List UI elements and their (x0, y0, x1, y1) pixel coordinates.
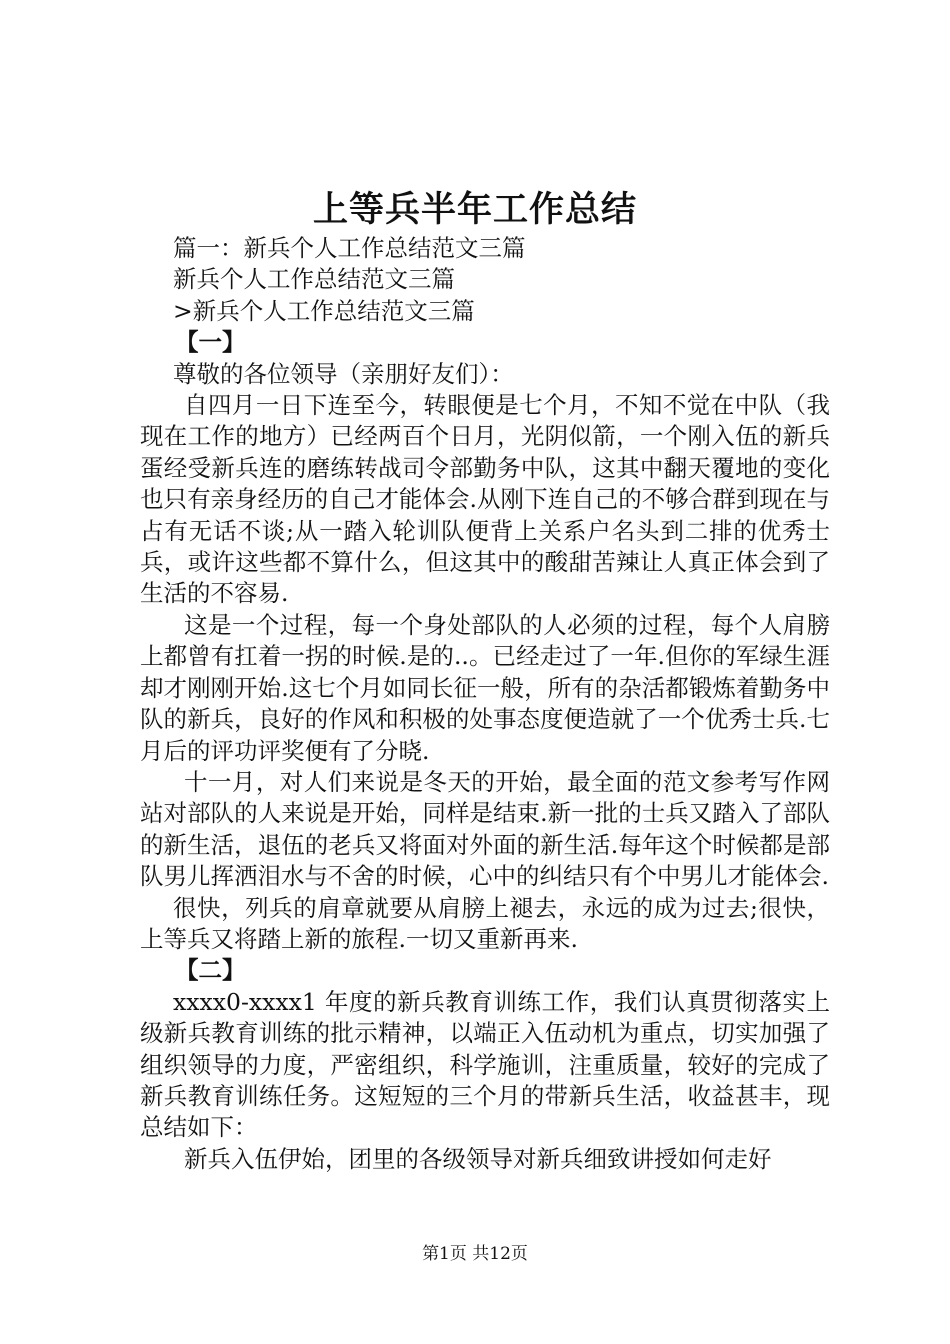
document-body (140, 233, 830, 1175)
paragraph-1: 自四月一日下连至今，转眼便是七个月，不知不觉在中队（我现在工作的地方）已经两百个日月，光阴似箭，一个刚入伍的新兵蛋经受新兵连的磨练转战司令部勤务中队，这其中翻天覆地的变化也只有亲身经历的自己才能体会.从刚下连自己的不够合群到现在与占有无话不谈;从一踏入轮训队便背上关系户名头到二排的优秀士兵，或许这些都不算什么，但这其中的酸甜苦辣让人真正体会到了生活的不容易. (140, 391, 830, 608)
page-footer: 第1页 共12页 (422, 1244, 528, 1264)
heading-line-3: >新兵个人工作总结范文三篇 (173, 296, 475, 325)
section-marker-1: 【一】 (175, 328, 246, 357)
section-marker-2: 【二】 (175, 956, 246, 985)
document-title: 上等兵半年工作总结 (312, 190, 637, 230)
paragraph-2: 这是一个过程，每一个身处部队的人必须的过程，每个人肩膀上都曾有扛着一拐的时候.是的..。已经走过了一年.但你的军绿生涯却才刚刚开始.这七个月如同长征一般，所有的杂活都锻炼着勤务中队的新兵，良好的作风和积极的处事态度便造就了一个优秀士兵.七月后的评功评奖便有了分晓. (140, 610, 830, 765)
paragraph-6: 新兵入伍伊始，团里的各级领导对新兵细致讲授如何走好 (184, 1144, 772, 1173)
heading-line-2: 新兵个人工作总结范文三篇 (173, 265, 455, 294)
paragraph-5: xxxx0-xxxx1 年度的新兵教育训练工作，我们认真贯彻落实上级新兵教育训练的批示精神，以端正入伍动机为重点，切实加强了组织领导的力度，严密组织，科学施训，注重质量，较好的完成了新兵教育训练任务。这短短的三个月的带新兵生活，收益甚丰，现总结如下： (140, 987, 830, 1142)
heading-line-1: 篇一：新兵个人工作总结范文三篇 (173, 234, 526, 262)
paragraph-4: 很快，列兵的肩章就要从肩膀上褪去，永远的成为过去;很快，上等兵又将踏上新的旅程.一切又重新再来. (140, 893, 830, 953)
paragraph-3: 十一月，对人们来说是冬天的开始，最全面的范文参考写作网站对部队的人来说是开始，同样是结束.新一批的士兵又踏入了部队的新生活，退伍的老兵又将面对外面的新生活.每年这个时候都是部队男儿挥洒泪水与不舍的时候，心中的纠结只有个中男儿才能体会. (140, 767, 830, 891)
greeting-line: 尊敬的各位领导（亲朋好友们）： (173, 359, 514, 388)
